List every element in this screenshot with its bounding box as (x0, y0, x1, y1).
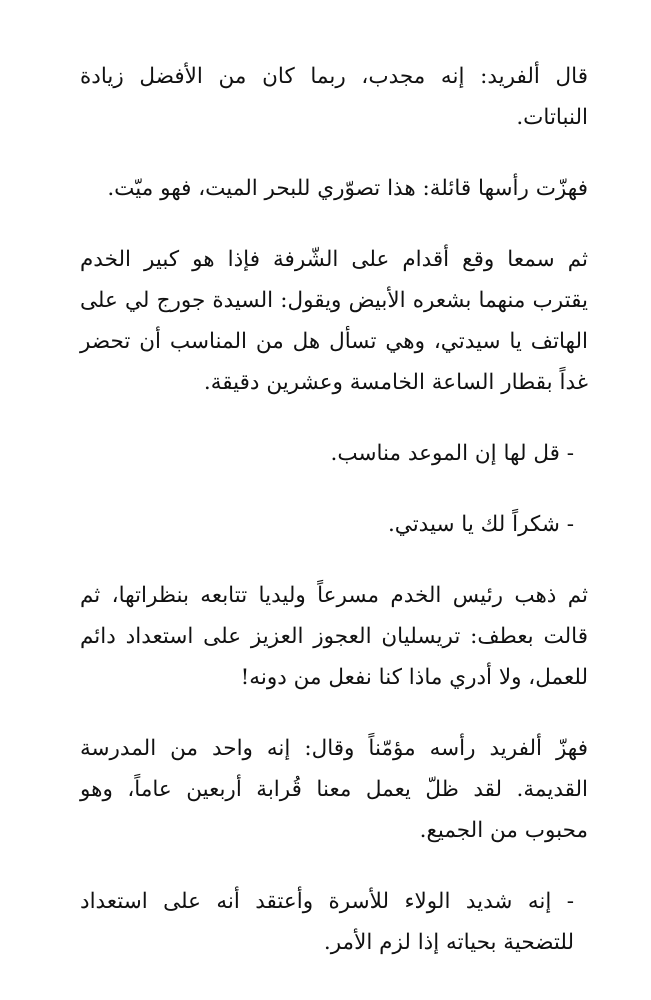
paragraph-3: ثم سمعا وقع أقدام على الشّرفة فإذا هو كبير الخدم يقترب منهما بشعره الأبيض ويقول: السيدة جورج لي على الهاتف يا سيدتي، وهي تسأل هل من المناسب أن تحضر غداً بقطار الساعة الخامسة وعشرين دقيقة. (80, 247, 588, 395)
dialogue-line-3: - إنه شديد الولاء للأسرة وأعتقد أنه على استعداد للتضحية بحياته إذا لزم الأمر. (80, 889, 574, 955)
dialogue-line-1: - قل لها إن الموعد مناسب. (330, 441, 574, 466)
paragraph-4: ثم ذهب رئيس الخدم مسرعاً وليديا تتابعه بنظراتها، ثم قالت بعطف: تريسليان العجوز العزيز على استعداد دائم للعمل، ولا أدري ماذا كنا نفعل من دونه! (80, 583, 588, 690)
paragraph-5: فهزّ ألفريد رأسه مؤمّناً وقال: إنه واحد من المدرسة القديمة. لقد ظلّ يعمل معنا قُرابة أربعين عاماً، وهو محبوب من الجميع. (80, 736, 588, 843)
paragraph-1: قال ألفريد: إنه مجدب، ربما كان من الأفضل زيادة النباتات. (80, 64, 588, 130)
book-page (80, 56, 588, 993)
dialogue-line-2: - شكراً لك يا سيدتي. (387, 512, 574, 537)
paragraph-2: فهزّت رأسها قائلة: هذا تصوّري للبحر الميت، فهو ميّت. (107, 176, 588, 201)
